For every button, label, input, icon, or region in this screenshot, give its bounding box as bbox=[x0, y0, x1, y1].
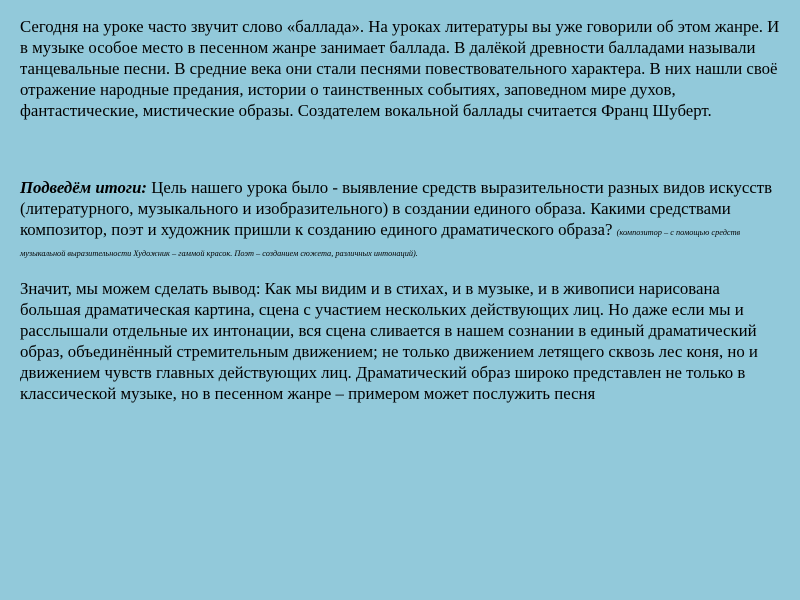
summary-text-block bbox=[0, 177, 800, 261]
conclusion-paragraph: Значит, мы можем сделать вывод: Как мы видим и в стихах, и в музыке, и в живописи нарисована большая драматическая картина, сцена с участием нескольких действующих лиц. Но даже если мы и расслышали отдельные их интонации, вся сцена сливается в нашем сознании в единый драматический образ, объединённый стремительным движением; не только движением летящего сквозь лес коня, но и движением чувств главных действующих лиц. Драматический образ широко представлен не только в классической музыке, но в песенном жанре – примером может послужить песня bbox=[20, 279, 758, 403]
intro-paragraph: Сегодня на уроке часто звучит слово «баллада». На уроках литературы вы уже говорили об этом жанре. И в музыке особое место в песенном жанре занимает баллада. В далёкой древности балладами называли танцевальные песни. В средние века они стали песнями повествовательного характера. В них нашли своё отражение народные предания, истории о таинственных событиях, заповедном мире духов, фантастические, мистические образы. Создателем вокальной баллады считается Франц Шуберт. bbox=[20, 17, 780, 120]
summary-note: (композитор – с помощью средств музыкальной выразительности Художник – гаммой красок. Поэт – созданием сюжета, различных интонаций). bbox=[20, 228, 741, 258]
conclusion-text-block bbox=[0, 278, 800, 404]
summary-text: Цель нашего урока было - выявление средств выразительности разных видов искусств (литературного, музыкального и изобразительного) в создании единого образа. Какими средствами композитор, поэт и художник пришли к созданию единого драматического образа? bbox=[20, 178, 773, 239]
summary-label: Подведём итоги: bbox=[20, 178, 148, 197]
summary-paragraph bbox=[20, 177, 780, 261]
intro-text-block bbox=[0, 16, 800, 121]
